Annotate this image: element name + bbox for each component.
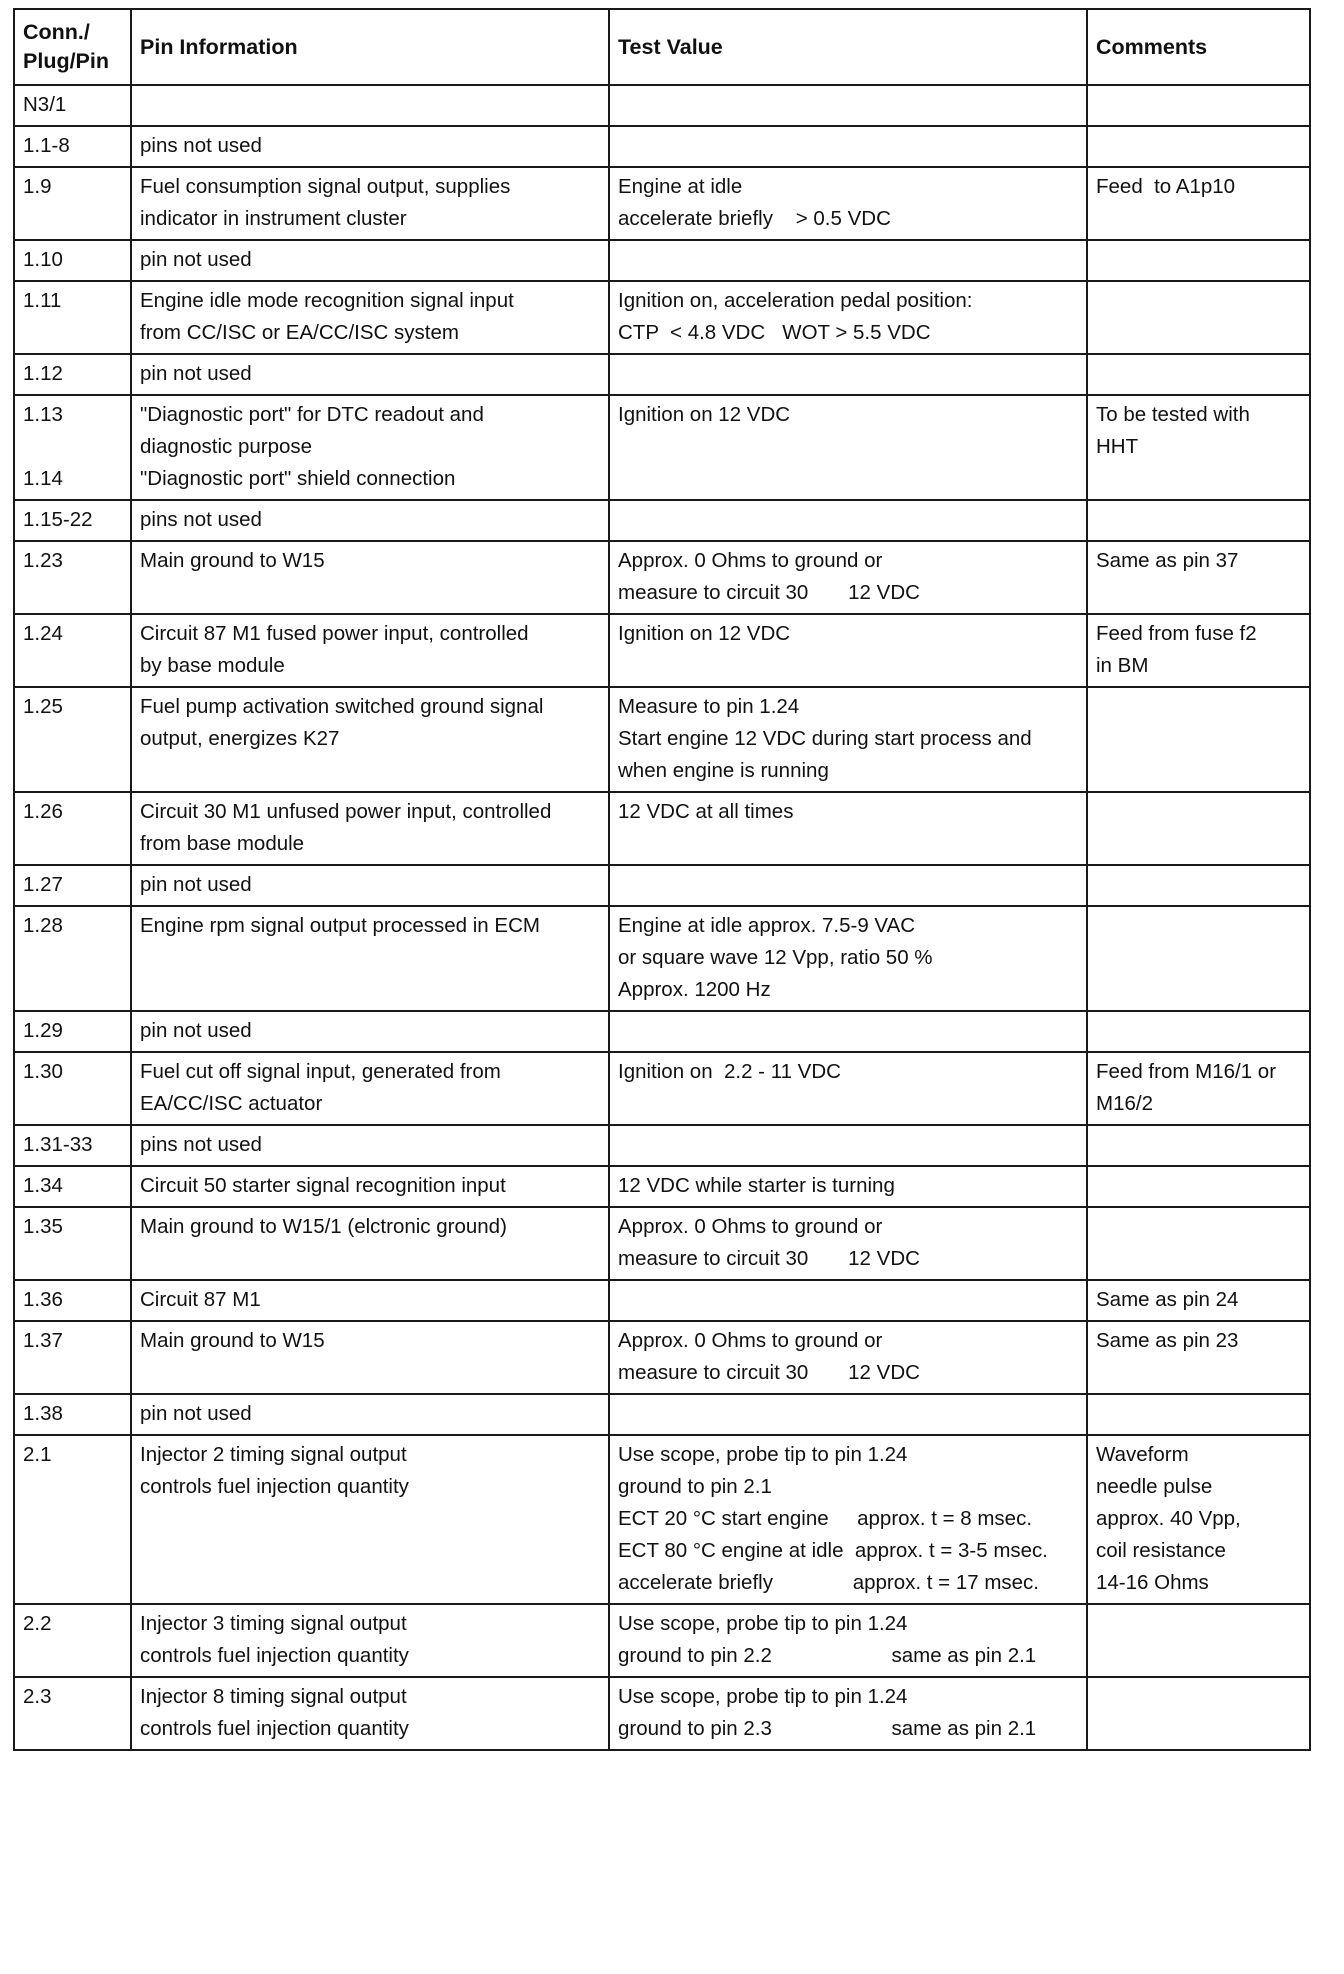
- pin-information-line: pins not used: [140, 1133, 262, 1156]
- pin-cell: [14, 167, 131, 240]
- pin-information-cell: [131, 1207, 609, 1280]
- pin-information-cell: [131, 1677, 609, 1750]
- pin-cell: [14, 865, 131, 906]
- test-value-line: Approx. 0 Ohms to ground or: [618, 549, 883, 572]
- table-row: [14, 1435, 1310, 1604]
- header-conn-plug-pin: [14, 9, 131, 85]
- pin-information-line: controls fuel injection quantity: [140, 1644, 409, 1667]
- pin-information-line: Engine idle mode recognition signal input: [140, 289, 514, 312]
- pin-information-line: Fuel cut off signal input, generated from: [140, 1060, 501, 1083]
- pin-information-line: "Diagnostic port" for DTC readout and: [140, 403, 484, 426]
- test-value-cell: [609, 1166, 1087, 1207]
- table-body: [14, 85, 1310, 1750]
- pin-label: 1.27: [23, 873, 63, 896]
- pin-information-cell: [131, 865, 609, 906]
- test-value-cell: [609, 395, 1087, 500]
- pin-cell: [14, 614, 131, 687]
- test-value-line: Engine at idle: [618, 175, 743, 198]
- comments-cell: [1087, 1280, 1310, 1321]
- pin-information-line: controls fuel injection quantity: [140, 1475, 409, 1498]
- pin-information-cell: [131, 1394, 609, 1435]
- pin-information-line: Main ground to W15/1 (elctronic ground): [140, 1215, 507, 1238]
- pin-information-line: indicator in instrument cluster: [140, 207, 407, 230]
- pin-label: 1.13: [23, 403, 63, 426]
- test-value-line: measure to circuit 30 12 VDC: [618, 581, 920, 604]
- pin-cell: [14, 906, 131, 1011]
- pin-information-line: Circuit 87 M1 fused power input, controlled: [140, 622, 529, 645]
- test-value-line: Ignition on 12 VDC: [618, 622, 791, 645]
- pin-cell: [14, 1052, 131, 1125]
- header-pin-information: Pin Information: [131, 9, 609, 85]
- pin-information-cell: [131, 1321, 609, 1394]
- table-row: [14, 614, 1310, 687]
- test-value-line: ground to pin 2.1: [618, 1475, 772, 1498]
- test-value-line: accelerate briefly approx. t = 17 msec.: [618, 1571, 1040, 1594]
- table-row: [14, 541, 1310, 614]
- pin-label: 2.3: [23, 1685, 52, 1708]
- test-value-cell: [609, 1604, 1087, 1677]
- test-value-cell: [609, 1052, 1087, 1125]
- pin-information-line: pin not used: [140, 362, 252, 385]
- pin-cell: [14, 1166, 131, 1207]
- pin-information-cell: [131, 906, 609, 1011]
- pin-information-line: pin not used: [140, 1402, 252, 1425]
- pin-label: 1.24: [23, 622, 63, 645]
- comments-cell: [1087, 167, 1310, 240]
- pin-information-line: Circuit 30 M1 unfused power input, controlled: [140, 800, 552, 823]
- pin-label: 1.9: [23, 175, 52, 198]
- comments-cell: [1087, 1125, 1310, 1166]
- test-value-cell: [609, 541, 1087, 614]
- pin-cell: [14, 354, 131, 395]
- table-row: [14, 1321, 1310, 1394]
- pin-test-table-sheet: [13, 8, 1309, 1751]
- comment-line: approx. 40 Vpp,: [1096, 1507, 1241, 1530]
- pin-information-line: Injector 8 timing signal output: [140, 1685, 407, 1708]
- comments-cell: [1087, 240, 1310, 281]
- pin-cell: [14, 281, 131, 354]
- test-value-cell: [609, 1125, 1087, 1166]
- comments-cell: [1087, 1052, 1310, 1125]
- pin-information-line: output, energizes K27: [140, 727, 340, 750]
- table-row: [14, 792, 1310, 865]
- comments-cell: [1087, 1166, 1310, 1207]
- comment-line: Feed from fuse f2: [1096, 622, 1257, 645]
- table-row: [14, 906, 1310, 1011]
- test-value-cell: [609, 500, 1087, 541]
- table-row: [14, 1011, 1310, 1052]
- pin-cell: [14, 1604, 131, 1677]
- pin-information-line: pins not used: [140, 134, 262, 157]
- pin-information-line: Injector 3 timing signal output: [140, 1612, 407, 1635]
- pin-cell: [14, 85, 131, 126]
- test-value-cell: [609, 85, 1087, 126]
- table-row: [14, 1052, 1310, 1125]
- pin-label: N3/1: [23, 93, 67, 116]
- header-conn-label: Conn./: [23, 20, 90, 44]
- pin-cell: [14, 541, 131, 614]
- comment-line: HHT: [1096, 435, 1139, 458]
- test-value-line: CTP < 4.8 VDC WOT > 5.5 VDC: [618, 321, 931, 344]
- test-value-line: Approx. 0 Ohms to ground or: [618, 1329, 883, 1352]
- header-test-value: Test Value: [609, 9, 1087, 85]
- pin-label: 1.10: [23, 248, 63, 271]
- comments-cell: [1087, 687, 1310, 792]
- table-row: [14, 865, 1310, 906]
- test-value-cell: [609, 1011, 1087, 1052]
- test-value-line: ECT 20 °C start engine approx. t = 8 msec.: [618, 1507, 1033, 1530]
- test-value-cell: [609, 1435, 1087, 1604]
- pin-label: 1.11: [23, 289, 62, 312]
- table-header-row: [14, 9, 1310, 85]
- table-row: [14, 281, 1310, 354]
- test-value-cell: [609, 1677, 1087, 1750]
- test-value-line: accelerate briefly > 0.5 VDC: [618, 207, 891, 230]
- pin-information-line: Main ground to W15: [140, 549, 325, 572]
- pin-label: 1.34: [23, 1174, 63, 1197]
- pin-information-line: pin not used: [140, 1019, 252, 1042]
- test-value-cell: [609, 167, 1087, 240]
- pin-label: 1.30: [23, 1060, 63, 1083]
- pin-information-line: Fuel consumption signal output, supplies: [140, 175, 511, 198]
- pin-cell: [14, 500, 131, 541]
- pin-information-cell: [131, 1435, 609, 1604]
- pin-cell: [14, 126, 131, 167]
- test-value-line: measure to circuit 30 12 VDC: [618, 1247, 920, 1270]
- comments-cell: [1087, 541, 1310, 614]
- pin-information-cell: [131, 687, 609, 792]
- pin-label: 1.35: [23, 1215, 63, 1238]
- comments-cell: [1087, 1435, 1310, 1604]
- pin-label: 1.14: [23, 467, 63, 490]
- test-value-cell: [609, 281, 1087, 354]
- test-value-cell: [609, 1280, 1087, 1321]
- pin-information-line: by base module: [140, 654, 285, 677]
- pin-cell: [14, 1321, 131, 1394]
- table-row: [14, 395, 1310, 500]
- comments-cell: [1087, 126, 1310, 167]
- pin-information-cell: [131, 85, 609, 126]
- pin-information-cell: [131, 1125, 609, 1166]
- comments-cell: [1087, 354, 1310, 395]
- test-value-cell: [609, 240, 1087, 281]
- test-value-line: Use scope, probe tip to pin 1.24: [618, 1612, 908, 1635]
- pin-information-line: EA/CC/ISC actuator: [140, 1092, 323, 1115]
- pin-cell: [14, 1207, 131, 1280]
- test-value-cell: [609, 354, 1087, 395]
- pin-cell: [14, 1280, 131, 1321]
- test-value-cell: [609, 687, 1087, 792]
- comment-line: To be tested with: [1096, 403, 1250, 426]
- comment-line: 14-16 Ohms: [1096, 1571, 1209, 1594]
- pin-label: 1.1-8: [23, 134, 70, 157]
- comment-line: coil resistance: [1096, 1539, 1226, 1562]
- pin-cell: [14, 1011, 131, 1052]
- test-value-cell: [609, 792, 1087, 865]
- comments-cell: [1087, 614, 1310, 687]
- table-row: [14, 1125, 1310, 1166]
- pin-label: 1.15-22: [23, 508, 93, 531]
- comment-line: needle pulse: [1096, 1475, 1213, 1498]
- comments-cell: [1087, 865, 1310, 906]
- pin-information-line: "Diagnostic port" shield connection: [140, 467, 456, 490]
- table-row: [14, 354, 1310, 395]
- comment-line: Waveform: [1096, 1443, 1189, 1466]
- table-row: [14, 126, 1310, 167]
- pin-label: 1.23: [23, 549, 63, 572]
- pin-information-line: controls fuel injection quantity: [140, 1717, 409, 1740]
- test-value-line: 12 VDC at all times: [618, 800, 794, 823]
- pin-information-cell: [131, 281, 609, 354]
- test-value-cell: [609, 1321, 1087, 1394]
- comment-line: M16/2: [1096, 1092, 1153, 1115]
- test-value-line: Measure to pin 1.24: [618, 695, 800, 718]
- pin-cell: [14, 395, 131, 500]
- pin-information-line: Fuel pump activation switched ground signal: [140, 695, 544, 718]
- test-value-line: Ignition on, acceleration pedal position:: [618, 289, 973, 312]
- pin-cell: [14, 240, 131, 281]
- comments-cell: [1087, 1321, 1310, 1394]
- test-value-line: ground to pin 2.3 same as pin 2.1: [618, 1717, 1037, 1740]
- comment-line: Same as pin 24: [1096, 1288, 1239, 1311]
- table-row: [14, 1207, 1310, 1280]
- test-value-cell: [609, 865, 1087, 906]
- pin-information-cell: [131, 1280, 609, 1321]
- pin-label: 1.31-33: [23, 1133, 93, 1156]
- pin-information-line: diagnostic purpose: [140, 435, 313, 458]
- pin-cell: [14, 687, 131, 792]
- comments-cell: [1087, 906, 1310, 1011]
- pin-label: 2.1: [23, 1443, 52, 1466]
- pin-information-line: Circuit 50 starter signal recognition input: [140, 1174, 506, 1197]
- test-value-cell: [609, 1394, 1087, 1435]
- pin-information-cell: [131, 792, 609, 865]
- comments-cell: [1087, 1604, 1310, 1677]
- pin-label: 1.25: [23, 695, 63, 718]
- comments-cell: [1087, 1677, 1310, 1750]
- pin-information-line: from CC/ISC or EA/CC/ISC system: [140, 321, 459, 344]
- comments-cell: [1087, 1207, 1310, 1280]
- pin-cell: [14, 1435, 131, 1604]
- table-row: [14, 1604, 1310, 1677]
- pin-label: 1.38: [23, 1402, 63, 1425]
- pin-information-line: pins not used: [140, 508, 262, 531]
- table-row: [14, 500, 1310, 541]
- test-value-cell: [609, 614, 1087, 687]
- pin-information-line: pin not used: [140, 248, 252, 271]
- header-plug-pin-label: Plug/Pin: [23, 49, 109, 73]
- pin-information-cell: [131, 167, 609, 240]
- pin-label: 2.2: [23, 1612, 52, 1635]
- comment-line: Feed to A1p10: [1096, 175, 1236, 198]
- pin-label: 1.26: [23, 800, 63, 823]
- pin-test-table: [13, 8, 1311, 1751]
- pin-information-cell: [131, 240, 609, 281]
- test-value-line: Ignition on 2.2 - 11 VDC: [618, 1060, 841, 1083]
- pin-information-cell: [131, 1604, 609, 1677]
- comments-cell: [1087, 85, 1310, 126]
- pin-information-cell: [131, 1011, 609, 1052]
- pin-information-line: from base module: [140, 832, 305, 855]
- comment-line: in BM: [1096, 654, 1149, 677]
- table-row: [14, 167, 1310, 240]
- comments-cell: [1087, 395, 1310, 500]
- comment-line: Same as pin 23: [1096, 1329, 1239, 1352]
- pin-information-line: Injector 2 timing signal output: [140, 1443, 407, 1466]
- test-value-line: Use scope, probe tip to pin 1.24: [618, 1685, 908, 1708]
- test-value-line: Use scope, probe tip to pin 1.24: [618, 1443, 908, 1466]
- pin-information-cell: [131, 126, 609, 167]
- test-value-line: Engine at idle approx. 7.5-9 VAC: [618, 914, 916, 937]
- table-row: [14, 1394, 1310, 1435]
- pin-information-cell: [131, 1052, 609, 1125]
- table-row: [14, 85, 1310, 126]
- comments-cell: [1087, 500, 1310, 541]
- comment-line: Feed from M16/1 or: [1096, 1060, 1277, 1083]
- pin-cell: [14, 1677, 131, 1750]
- pin-label: 1.36: [23, 1288, 63, 1311]
- pin-label: 1.37: [23, 1329, 63, 1352]
- pin-label: [23, 431, 122, 463]
- pin-information-cell: [131, 354, 609, 395]
- test-value-cell: [609, 126, 1087, 167]
- pin-information-cell: [131, 1166, 609, 1207]
- pin-label: 1.28: [23, 914, 63, 937]
- pin-information-cell: [131, 614, 609, 687]
- pin-information-line: Circuit 87 M1: [140, 1288, 261, 1311]
- test-value-cell: [609, 1207, 1087, 1280]
- table-row: [14, 1280, 1310, 1321]
- comments-cell: [1087, 1011, 1310, 1052]
- table-row: [14, 1677, 1310, 1750]
- table-row: [14, 687, 1310, 792]
- pin-label: 1.12: [23, 362, 63, 385]
- test-value-line: ECT 80 °C engine at idle approx. t = 3-5 msec.: [618, 1539, 1048, 1562]
- test-value-cell: [609, 906, 1087, 1011]
- pin-cell: [14, 792, 131, 865]
- test-value-line: ground to pin 2.2 same as pin 2.1: [618, 1644, 1037, 1667]
- pin-information-cell: [131, 395, 609, 500]
- test-value-line: measure to circuit 30 12 VDC: [618, 1361, 920, 1384]
- pin-information-line: pin not used: [140, 873, 252, 896]
- test-value-line: or square wave 12 Vpp, ratio 50 %: [618, 946, 933, 969]
- comments-cell: [1087, 281, 1310, 354]
- test-value-line: Approx. 1200 Hz: [618, 978, 771, 1001]
- header-comments: Comments: [1087, 9, 1310, 85]
- test-value-line: when engine is running: [618, 759, 829, 782]
- test-value-line: Approx. 0 Ohms to ground or: [618, 1215, 883, 1238]
- pin-information-cell: [131, 541, 609, 614]
- comments-cell: [1087, 792, 1310, 865]
- test-value-line: Ignition on 12 VDC: [618, 403, 791, 426]
- pin-cell: [14, 1394, 131, 1435]
- pin-information-line: Engine rpm signal output processed in ECM: [140, 914, 540, 937]
- table-row: [14, 240, 1310, 281]
- pin-information-cell: [131, 500, 609, 541]
- pin-information-line: Main ground to W15: [140, 1329, 325, 1352]
- table-row: [14, 1166, 1310, 1207]
- test-value-line: 12 VDC while starter is turning: [618, 1174, 895, 1197]
- pin-cell: [14, 1125, 131, 1166]
- comments-cell: [1087, 1394, 1310, 1435]
- test-value-line: Start engine 12 VDC during start process and: [618, 727, 1032, 750]
- pin-label: 1.29: [23, 1019, 63, 1042]
- comment-line: Same as pin 37: [1096, 549, 1239, 572]
